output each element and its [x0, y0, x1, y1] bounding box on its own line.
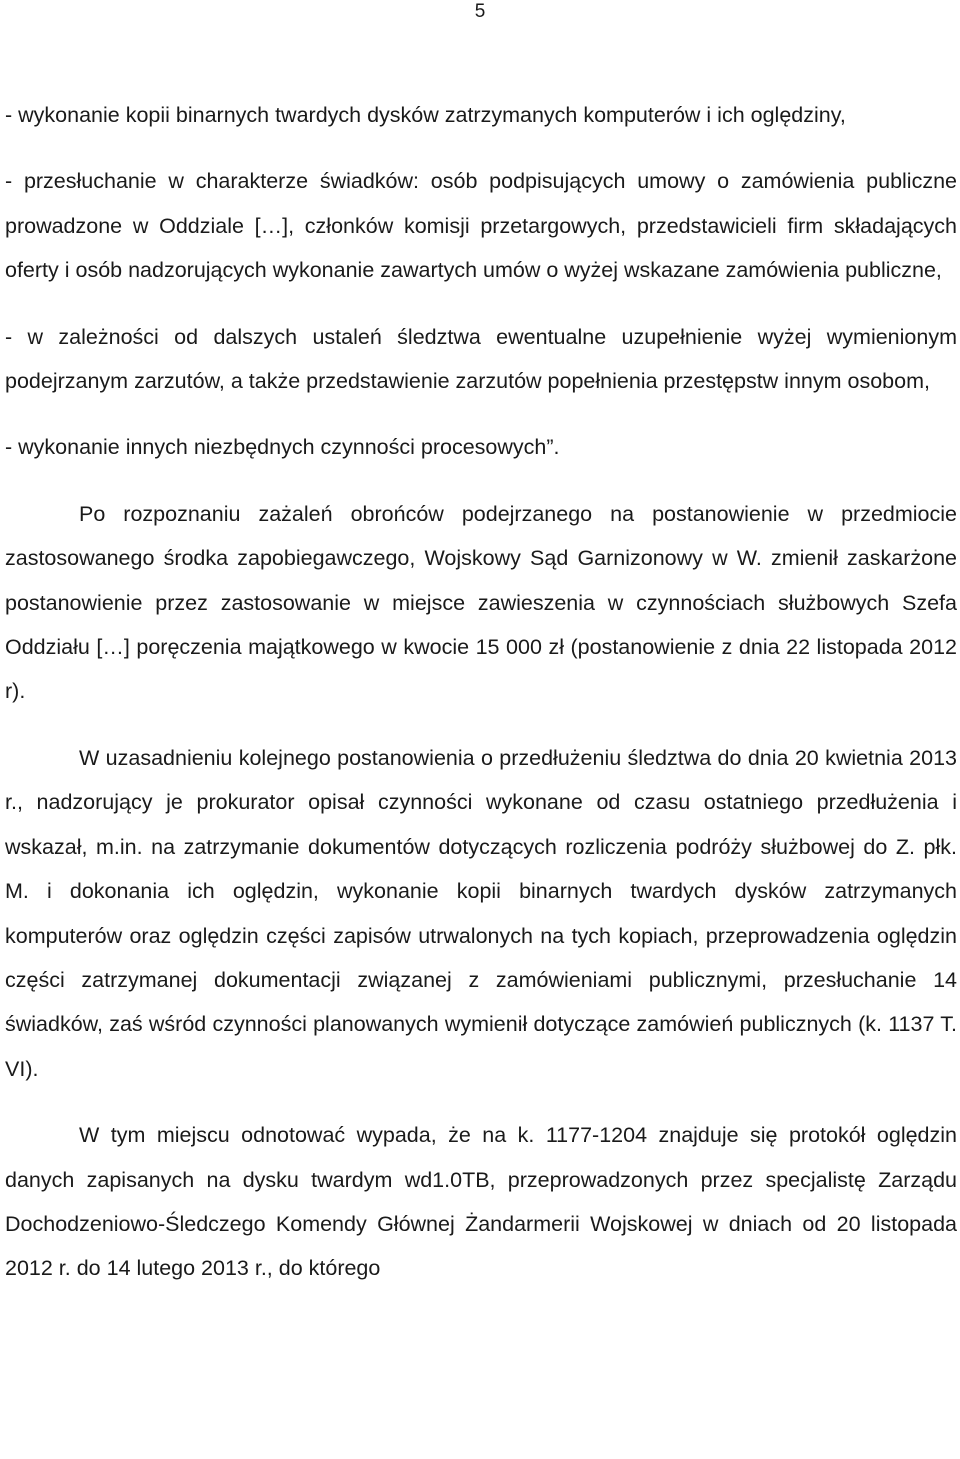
paragraph-list-item-witnesses: - przesłuchanie w charakterze świadków: osób podpisujących umowy o zamówienia publiczne prowadzone w Oddziale […], członków komisji przetargowych, przedstawicieli firm składających oferty i osób nadzorujących wykonanie zawartych umów o wyżej wskazane zamówienia publiczne,: [5, 169, 957, 283]
paragraph-gap: [5, 1091, 957, 1113]
paragraph-gap: [5, 137, 957, 159]
document-body: [5, 93, 957, 1291]
paragraph-gap: [5, 293, 957, 315]
paragraph-list-item-charges: - w zależności od dalszych ustaleń śledztwa ewentualne uzupełnienie wyżej wymienionym podejrzanym zarzutów, a także przedstawienie zarzutów popełnienia przestępstw innym osobom,: [5, 324, 957, 394]
paragraph-inspection-protocol: W tym miejscu odnotować wypada, że na k. 1177-1204 znajduje się protokół oględzin danych zapisanych na dysku twardym wd1.0TB, przeprowadzonych przez specjalistę Zarządu Dochodzeniowo-Śledczego Komendy Głównej Żandarmerii Wojskowej w dniach od 20 listopada 2012 r. do 14 lutego 2013 r., do którego: [5, 1123, 957, 1281]
paragraph-gap: [5, 403, 957, 425]
paragraph-extension-justification: W uzasadnieniu kolejnego postanowienia o przedłużeniu śledztwa do dnia 20 kwietnia 2013 r., nadzorujący je prokurator opisał czynności wykonane od czasu ostatniego przedłużenia i wskazał, m.in. na zatrzymanie dokumentów dotyczących rozliczenia podróży służbowej do Z. płk. M. i dokonania ich oględzin, wykonanie kopii binarnych twardych dysków zatrzymanych komputerów oraz oględzin części zapisów utrwalonych na tych kopiach, przeprowadzenia oględzin części zatrzymanej dokumentacji związanej z zamówieniami publicznymi, przesłuchanie 14 świadków, zaś wśród czynności planowanych wymienił dotyczące zamówień publicznych (k. 1137 T. VI).: [5, 745, 957, 1081]
paragraph-list-item-copies: - wykonanie kopii binarnych twardych dysków zatrzymanych komputerów i ich oględziny,: [5, 103, 846, 127]
page-number: 5: [474, 1, 486, 22]
paragraph-gap: [5, 470, 957, 492]
paragraph-court-decision: Po rozpoznaniu zażaleń obrońców podejrzanego na postanowienie w przedmiocie zastosowanego środka zapobiegawczego, Wojskowy Sąd Garnizonowy w W. zmienił zaskarżone postanowienie przez zastosowanie w miejsce zawieszenia w czynnościach służbowych Szefa Oddziału […] poręczenia majątkowego w kwocie 15 000 zł (postanowienie z dnia 22 listopada 2012 r).: [5, 501, 957, 704]
paragraph-gap: [5, 714, 957, 736]
paragraph-list-item-other-actions: - wykonanie innych niezbędnych czynności procesowych”.: [5, 435, 560, 460]
